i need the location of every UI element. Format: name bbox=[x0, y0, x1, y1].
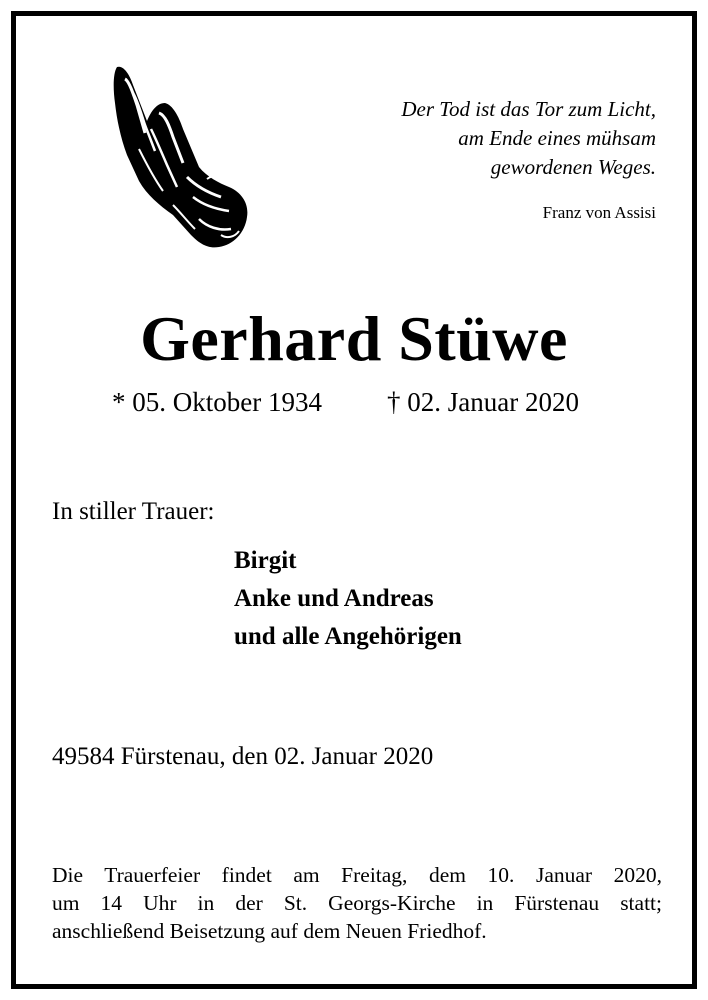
quote-line: Der Tod ist das Tor zum Licht, bbox=[401, 97, 656, 121]
deceased-name: Gerhard Stüwe bbox=[140, 303, 568, 374]
quote-line: am Ende eines mühsam bbox=[458, 126, 656, 150]
quote-author: Franz von Assisi bbox=[542, 203, 656, 222]
quote-block bbox=[401, 95, 656, 182]
quote-line: gewordenen Weges. bbox=[490, 155, 656, 179]
mourner-name: und alle Angehörigen bbox=[234, 623, 462, 650]
funeral-line: anschließend Beisetzung auf dem Neuen Friedhof. bbox=[52, 919, 487, 943]
mourning-heading: In stiller Trauer: bbox=[52, 498, 215, 525]
death-date: † 02. Januar 2020 bbox=[387, 387, 579, 417]
place-and-date: 49584 Fürstenau, den 02. Januar 2020 bbox=[52, 743, 434, 770]
funeral-notice bbox=[52, 861, 662, 945]
mourner-name: Anke und Andreas bbox=[234, 585, 434, 612]
mourner-name: Birgit bbox=[234, 547, 297, 574]
funeral-line: Die Trauerfeier findet am Freitag, dem 10. Januar 2020, bbox=[52, 863, 662, 887]
praying-hands-icon bbox=[103, 59, 251, 259]
funeral-line: um 14 Uhr in der St. Georgs-Kirche in Fürstenau statt; bbox=[52, 891, 662, 915]
obituary-frame bbox=[11, 11, 697, 989]
birth-date: * 05. Oktober 1934 bbox=[112, 387, 322, 417]
mourners-list bbox=[234, 542, 462, 656]
